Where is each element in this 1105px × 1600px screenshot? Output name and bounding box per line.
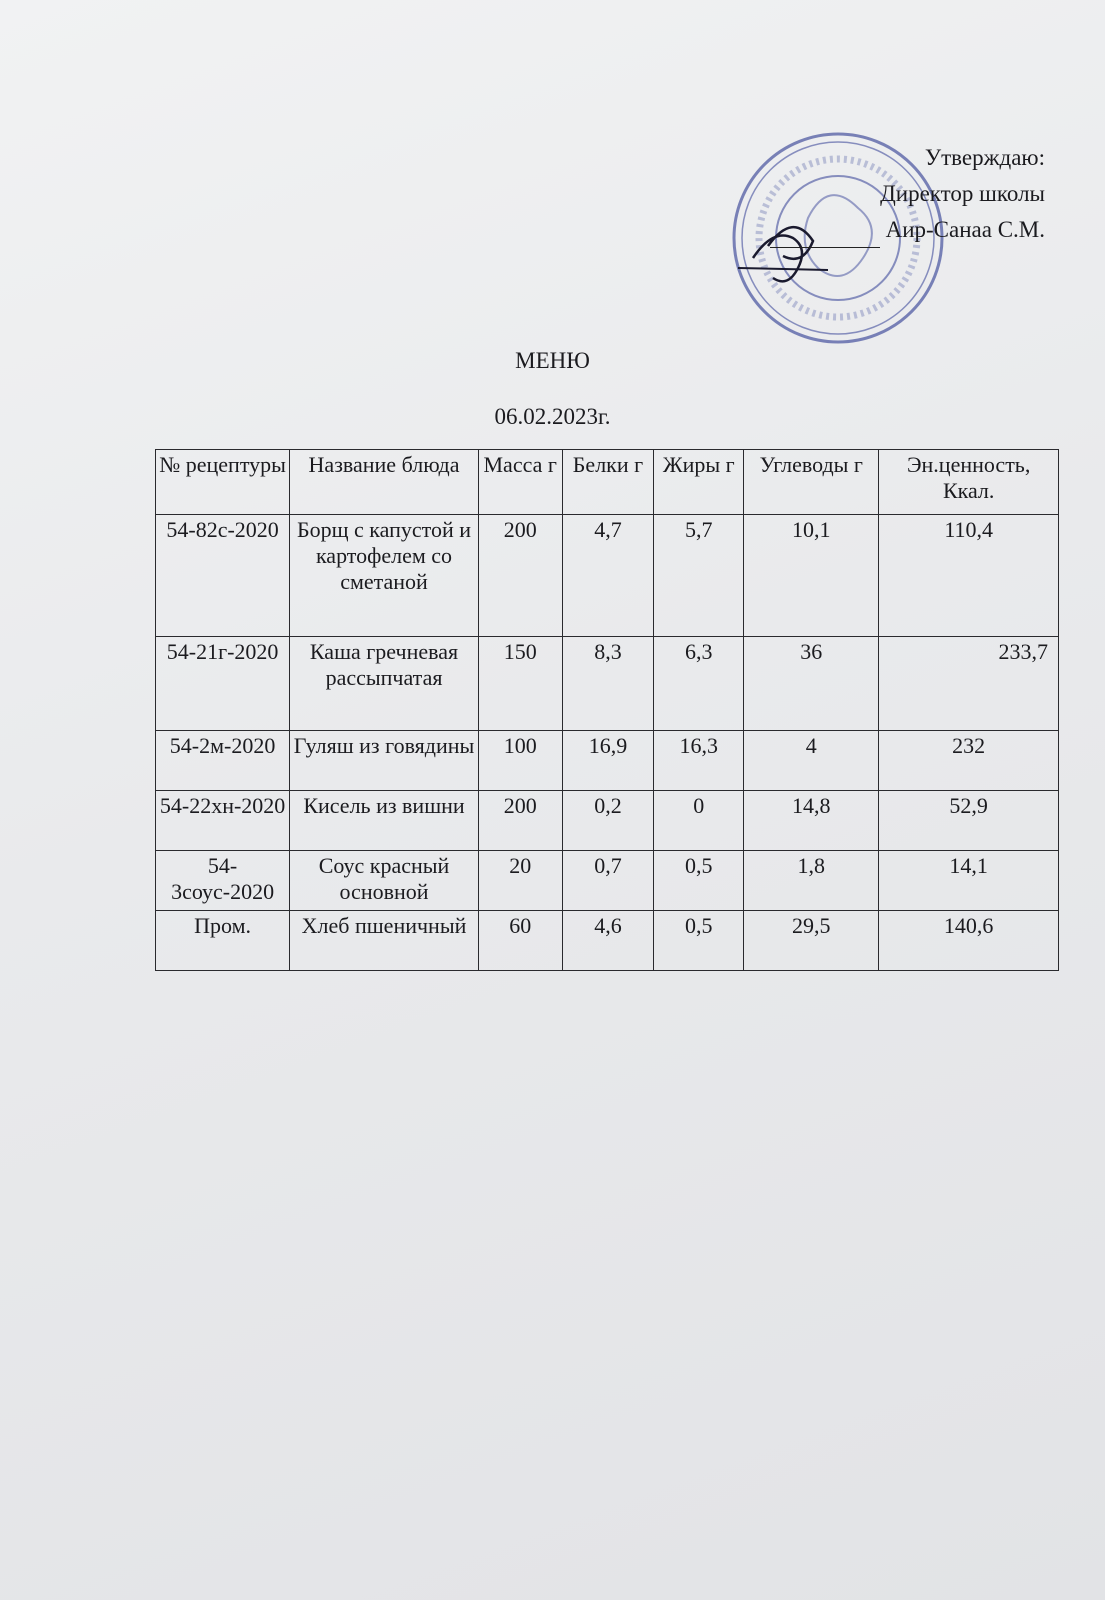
recipe-number: 54-21г-2020: [156, 637, 290, 731]
column-header: № рецептуры: [156, 450, 290, 515]
mass-value: 200: [478, 515, 562, 637]
protein-value: 8,3: [562, 637, 654, 731]
recipe-number: 54-22хн-2020: [156, 791, 290, 851]
menu-date: 06.02.2023г.: [494, 404, 611, 429]
carbs-value: 14,8: [744, 791, 879, 851]
table-row: [156, 515, 1059, 637]
dish-name: Кисель из вишни: [290, 791, 479, 851]
approval-line-2: Директор школы: [880, 181, 1045, 206]
table-row: [156, 851, 1059, 911]
protein-value: 4,7: [562, 515, 654, 637]
energy-value: 233,7: [879, 637, 1059, 731]
table-row: [156, 637, 1059, 731]
carbs-value: 29,5: [744, 911, 879, 971]
energy-value: 14,1: [879, 851, 1059, 911]
energy-value: 232: [879, 731, 1059, 791]
approval-line-1: Утверждаю:: [924, 145, 1045, 170]
recipe-number: Пром.: [156, 911, 290, 971]
carbs-value: 1,8: [744, 851, 879, 911]
energy-value: 110,4: [879, 515, 1059, 637]
column-header: Масса г: [478, 450, 562, 515]
dish-name: Борщ с капустой и картофелем со сметаной: [290, 515, 479, 637]
fat-value: 0,5: [654, 911, 744, 971]
mass-value: 20: [478, 851, 562, 911]
recipe-number: 54-3соус-2020: [156, 851, 290, 911]
energy-value: 140,6: [879, 911, 1059, 971]
protein-value: 0,7: [562, 851, 654, 911]
fat-value: 16,3: [654, 731, 744, 791]
protein-value: 0,2: [562, 791, 654, 851]
dish-name: Соус красный основной: [290, 851, 479, 911]
page-title: МЕНЮ: [515, 348, 590, 373]
table-row: [156, 911, 1059, 971]
protein-value: 16,9: [562, 731, 654, 791]
mass-value: 100: [478, 731, 562, 791]
table-row: [156, 731, 1059, 791]
bleed-through: [160, 1020, 166, 1046]
recipe-number: 54-2м-2020: [156, 731, 290, 791]
director-name: Аир-Санаа С.М.: [885, 217, 1045, 242]
column-header: Эн.ценность, Ккал.: [879, 450, 1059, 515]
fat-value: 6,3: [654, 637, 744, 731]
approval-line-3: [770, 212, 1045, 248]
energy-value: 52,9: [879, 791, 1059, 851]
menu-table: [155, 449, 1059, 971]
table-row: [156, 791, 1059, 851]
fat-value: 0,5: [654, 851, 744, 911]
dish-name: Каша гречневая рассыпчатая: [290, 637, 479, 731]
column-header: Название блюда: [290, 450, 479, 515]
carbs-value: 36: [744, 637, 879, 731]
protein-value: 4,6: [562, 911, 654, 971]
fat-value: 0: [654, 791, 744, 851]
carbs-value: 4: [744, 731, 879, 791]
carbs-value: 10,1: [744, 515, 879, 637]
dish-name: Гуляш из говядины: [290, 731, 479, 791]
mass-value: 150: [478, 637, 562, 731]
table-header-row: [156, 450, 1059, 515]
approval-block: [770, 140, 1045, 248]
mass-value: 200: [478, 791, 562, 851]
column-header: Белки г: [562, 450, 654, 515]
mass-value: 60: [478, 911, 562, 971]
column-header: Жиры г: [654, 450, 744, 515]
fat-value: 5,7: [654, 515, 744, 637]
signature-line: [770, 246, 880, 248]
recipe-number: 54-82с-2020: [156, 515, 290, 637]
dish-name: Хлеб пшеничный: [290, 911, 479, 971]
column-header: Углеводы г: [744, 450, 879, 515]
